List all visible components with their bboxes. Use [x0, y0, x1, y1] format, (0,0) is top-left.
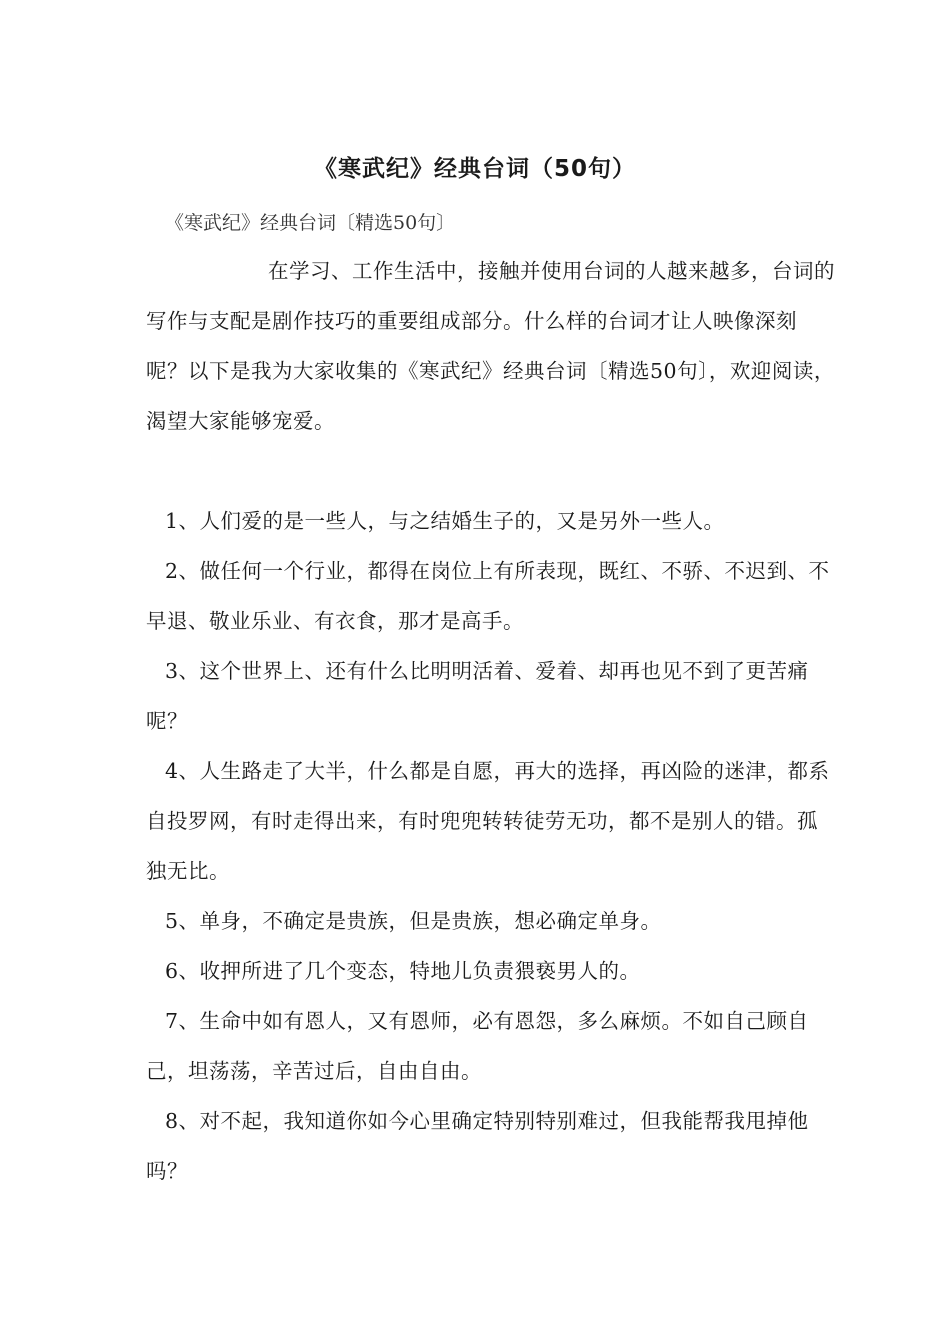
- quote-item: 7、生命中如有恩人，又有恩师，必有恩怨，多么麻烦。不如自己顾自己，坦荡荡，辛苦过后，自由自由。: [146, 1009, 809, 1083]
- quote-item: 4、人生路走了大半，什么都是自愿，再大的选择，再凶险的迷津，都系自投罗网，有时走得出来，有时兜兜转转徒劳无功，都不是别人的错。孤独无比。: [146, 759, 830, 883]
- document-subtitle: 《寒武纪》经典台词〔精选50句〕: [165, 212, 456, 234]
- intro-paragraph: 在学习、工作生活中，接触并使用台词的人越来越多，台词的写作与支配是剧作技巧的重要组成部分。什么样的台词才让人映像深刻呢？以下是我为大家收集的《寒武纪》经典台词〔精选50句〕，欢迎阅读，渴望大家能够宠爱。: [146, 259, 835, 433]
- document-title: 《寒武纪》经典台词（50句）: [313, 156, 636, 182]
- quote-item: 1、人们爱的是一些人，与之结婚生子的，又是另外一些人。: [165, 509, 725, 533]
- quote-item: 5、单身，不确定是贵族，但是贵族，想必确定单身。: [165, 909, 662, 933]
- quote-item: 3、这个世界上、还有什么比明明活着、爱着、却再也见不到了更苦痛呢？: [146, 659, 809, 733]
- quote-list: [146, 496, 836, 1196]
- quote-item: 6、收押所进了几个变态，特地儿负责猥亵男人的。: [165, 959, 641, 983]
- quote-item: 2、做任何一个行业，都得在岗位上有所表现，既红、不骄、不迟到、不早退、敬业乐业、有衣食，那才是高手。: [146, 559, 830, 633]
- quote-item: 8、对不起，我知道你如今心里确定特别特别难过，但我能帮我甩掉他吗？: [146, 1109, 809, 1183]
